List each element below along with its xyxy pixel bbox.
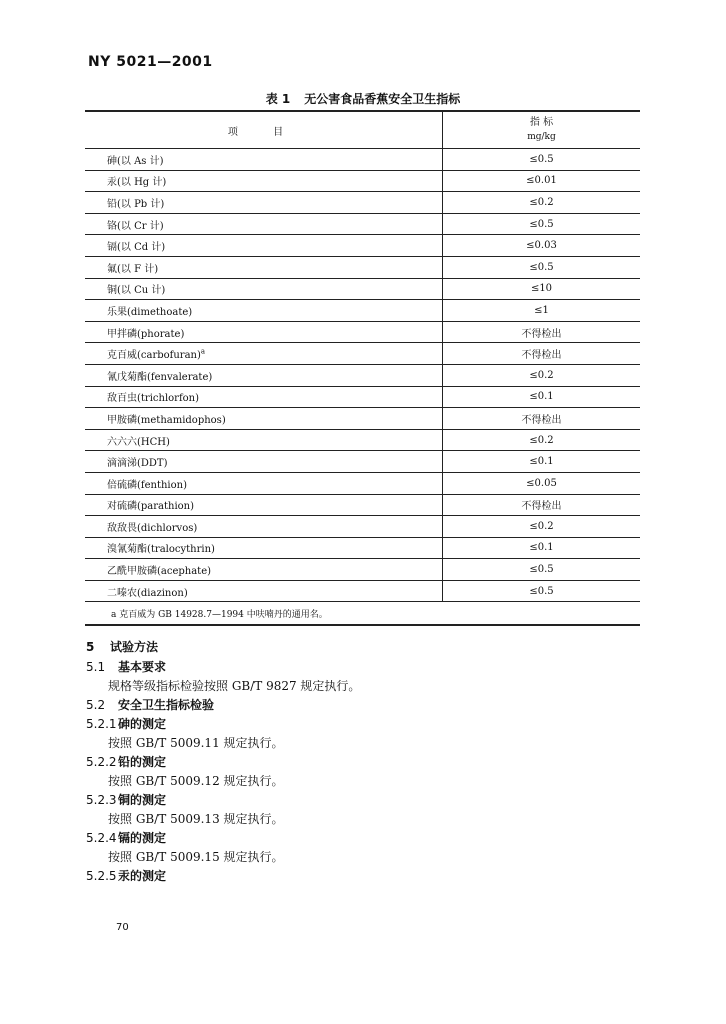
section-number: 5 xyxy=(86,640,95,654)
section-heading xyxy=(86,696,646,715)
header-value xyxy=(443,111,641,149)
row-item: 铜(以 Cu 计) xyxy=(85,278,443,300)
row-item: 铬(以 Cr 计) xyxy=(85,213,443,235)
section-number: 5.2 xyxy=(86,698,106,712)
table-row xyxy=(85,149,640,171)
section-number: 5.2.4 xyxy=(86,831,117,845)
table-row xyxy=(85,494,640,516)
row-value: ≤0.5 xyxy=(443,213,641,235)
footnote-mark: a xyxy=(200,347,206,356)
row-value: ≤0.03 xyxy=(443,235,641,257)
section-heading xyxy=(86,715,646,734)
table-row xyxy=(85,408,640,430)
row-item: 敌敌畏(dichlorvos) xyxy=(85,516,443,538)
row-item: 敌百虫(trichlorfon) xyxy=(85,386,443,408)
table-caption-number: 表 1 xyxy=(265,92,291,106)
row-value: ≤0.2 xyxy=(443,516,641,538)
row-item: 二嗪农(diazinon) xyxy=(85,580,443,602)
header-value-label: 指 标 xyxy=(529,117,554,128)
table-row xyxy=(85,451,640,473)
table-row xyxy=(85,213,640,235)
row-value: ≤0.5 xyxy=(443,559,641,581)
table-caption xyxy=(0,90,726,107)
table-row xyxy=(85,537,640,559)
row-value: ≤0.01 xyxy=(443,170,641,192)
row-value: ≤0.2 xyxy=(443,364,641,386)
row-item: 镉(以 Cd 计) xyxy=(85,235,443,257)
row-value: ≤0.5 xyxy=(443,149,641,171)
row-item: 乐果(dimethoate) xyxy=(85,300,443,322)
table-row xyxy=(85,192,640,214)
section-title: 试验方法 xyxy=(110,640,159,654)
table-row xyxy=(85,364,640,386)
table-row xyxy=(85,321,640,343)
table-footnote: a 克百威为 GB 14928.7—1994 中呋喃丹的通用名。 xyxy=(85,602,640,626)
page-number: 70 xyxy=(116,922,129,933)
row-item: 甲拌磷(phorate) xyxy=(85,321,443,343)
section-body: 按照 GB/T 5009.15 规定执行。 xyxy=(108,850,284,864)
row-item: 克百威(carbofuran)$^a$ xyxy=(85,343,443,365)
section-heading xyxy=(86,867,646,886)
row-value: 不得检出 xyxy=(443,343,641,365)
section-title: 铅的测定 xyxy=(118,755,167,769)
row-value: 不得检出 xyxy=(443,408,641,430)
section-heading xyxy=(86,829,646,848)
table-row xyxy=(85,559,640,581)
row-value: ≤1 xyxy=(443,300,641,322)
row-item: 倍硫磷(fenthion) xyxy=(85,472,443,494)
row-item: 氰戊菊酯(fenvalerate) xyxy=(85,364,443,386)
table-row xyxy=(85,170,640,192)
section-body: 按照 GB/T 5009.11 规定执行。 xyxy=(108,736,284,750)
table-row xyxy=(85,300,640,322)
section-title: 铜的测定 xyxy=(118,793,167,807)
standard-number: NY 5021—2001 xyxy=(88,54,213,70)
table-row xyxy=(85,386,640,408)
safety-limits-table xyxy=(85,110,640,626)
table-row xyxy=(85,516,640,538)
row-value: ≤0.2 xyxy=(443,429,641,451)
table-row xyxy=(85,343,640,365)
row-value: ≤0.5 xyxy=(443,256,641,278)
section-body: 按照 GB/T 5009.13 规定执行。 xyxy=(108,812,284,826)
section-body: 规格等级指标检验按照 GB/T 9827 规定执行。 xyxy=(108,679,361,693)
row-item: 铅(以 Pb 计) xyxy=(85,192,443,214)
section-heading xyxy=(86,791,646,810)
section-title: 镉的测定 xyxy=(118,831,167,845)
row-item: 砷(以 As 计) xyxy=(85,149,443,171)
table-row xyxy=(85,472,640,494)
row-value: ≤0.1 xyxy=(443,451,641,473)
header-unit: mg/kg xyxy=(527,132,556,142)
row-item: 对硫磷(parathion) xyxy=(85,494,443,516)
section-number: 5.2.1 xyxy=(86,717,117,731)
row-item: 六六六(HCH) xyxy=(85,429,443,451)
test-methods-section xyxy=(86,636,646,886)
section-number: 5.1 xyxy=(86,660,106,674)
section-number: 5.2.5 xyxy=(86,869,117,883)
table-row xyxy=(85,235,640,257)
row-value: ≤0.5 xyxy=(443,580,641,602)
table-row xyxy=(85,256,640,278)
section-title: 汞的测定 xyxy=(118,869,167,883)
row-item: 滴滴涕(DDT) xyxy=(85,451,443,473)
section-heading xyxy=(86,636,646,658)
row-item: 乙酰甲胺磷(acephate) xyxy=(85,559,443,581)
row-item: 甲胺磷(methamidophos) xyxy=(85,408,443,430)
row-value: 不得检出 xyxy=(443,494,641,516)
section-title: 基本要求 xyxy=(118,660,167,674)
table-row xyxy=(85,429,640,451)
section-number: 5.2.2 xyxy=(86,755,117,769)
table-footnote-row xyxy=(85,602,640,626)
section-title: 砷的测定 xyxy=(118,717,167,731)
row-item: 溴氰菊酯(tralocythrin) xyxy=(85,537,443,559)
section-title: 安全卫生指标检验 xyxy=(118,698,215,712)
section-heading xyxy=(86,658,646,677)
row-item: 汞(以 Hg 计) xyxy=(85,170,443,192)
section-number: 5.2.3 xyxy=(86,793,117,807)
section-heading xyxy=(86,753,646,772)
row-value: ≤10 xyxy=(443,278,641,300)
row-value: 不得检出 xyxy=(443,321,641,343)
row-item: 氟(以 F 计) xyxy=(85,256,443,278)
table-header-row xyxy=(85,111,640,149)
section-body: 按照 GB/T 5009.12 规定执行。 xyxy=(108,774,284,788)
table-row xyxy=(85,278,640,300)
header-item: 项 目 xyxy=(85,111,443,149)
table-row xyxy=(85,580,640,602)
table-caption-title: 无公害食品香蕉安全卫生指标 xyxy=(304,92,461,106)
row-value: ≤0.1 xyxy=(443,386,641,408)
row-value: ≤0.05 xyxy=(443,472,641,494)
row-value: ≤0.2 xyxy=(443,192,641,214)
row-value: ≤0.1 xyxy=(443,537,641,559)
